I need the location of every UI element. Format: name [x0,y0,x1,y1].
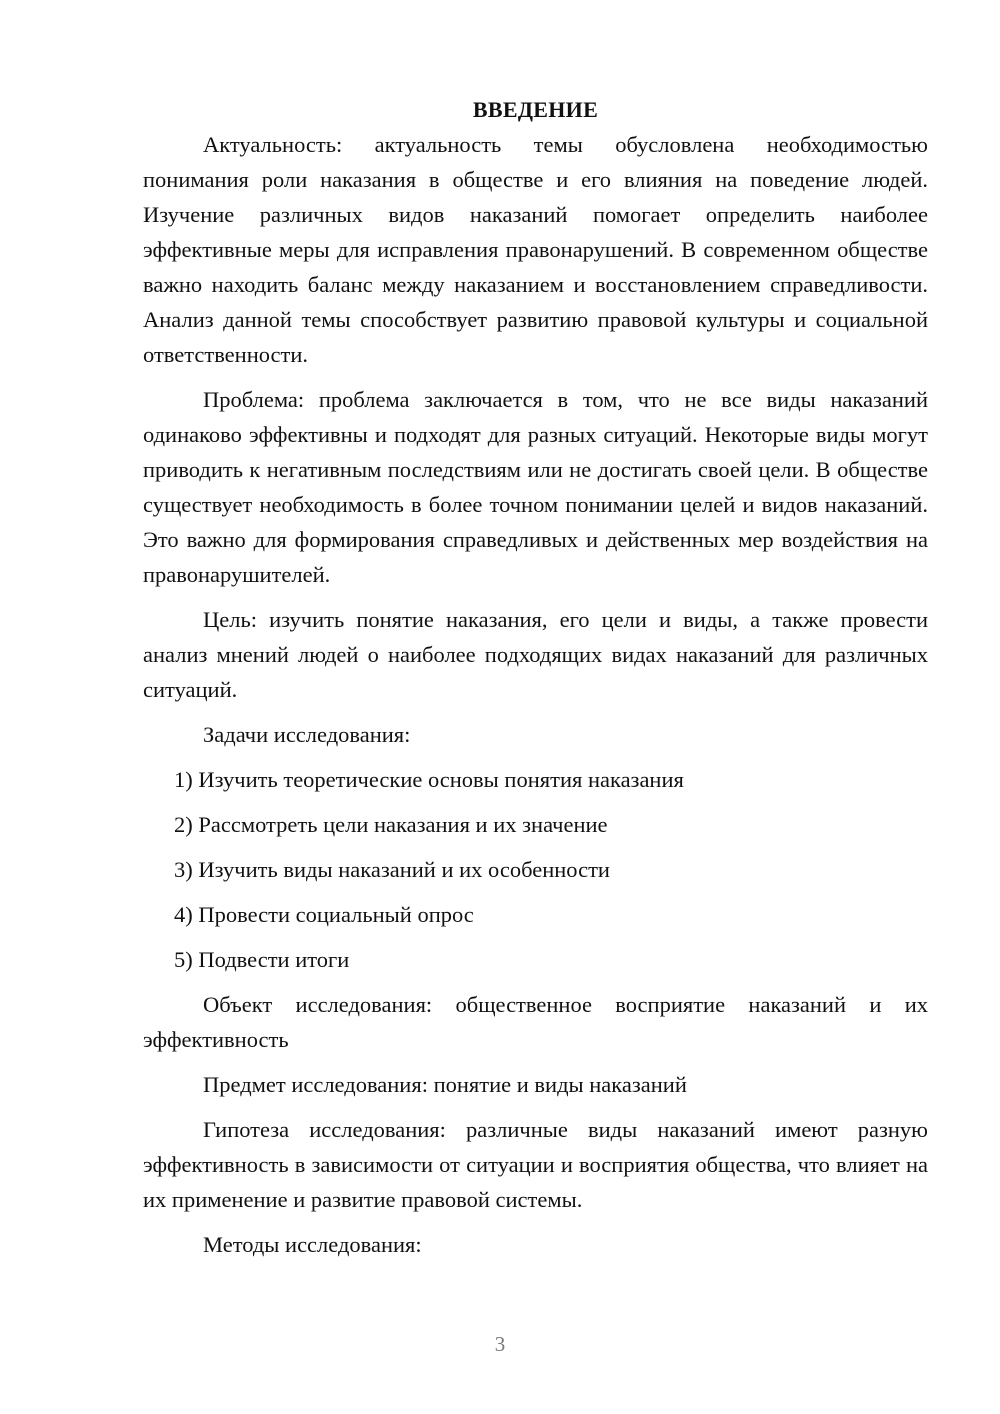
list-item: 2) Рассмотреть цели наказания и их значение [174,812,608,837]
paragraph-relevance: Актуальность: актуальность темы обусловлена необходимостью понимания роли наказания в обществе и его влияния на поведение людей. Изучение различных видов наказаний помогает определить наиболее эффективные меры для исправления правонарушений. В современном обществе важно находить баланс между наказанием и восстановлением справедливости. Анализ данной темы способствует развитию правовой культуры и социальной ответственности. [143,132,928,367]
paragraph-subject: Предмет исследования: понятие и виды наказаний [203,1072,687,1097]
paragraph-hypothesis: Гипотеза исследования: различные виды наказаний имеют разную эффективность в зависимости от ситуации и восприятия общества, что влияет на их применение и развитие правовой системы. [143,1117,928,1212]
list-item: 5) Подвести итоги [174,947,350,972]
methods-label: Методы исследования: [203,1232,422,1257]
document-page [143,92,928,1272]
paragraph-object: Объект исследования: общественное восприятие наказаний и их эффективность [143,992,928,1052]
list-item: 4) Провести социальный опрос [174,902,474,927]
list-item: 1) Изучить теоретические основы понятия наказания [174,767,684,792]
paragraph-problem: Проблема: проблема заключается в том, что не все виды наказаний одинаково эффективны и подходят для разных ситуаций. Некоторые виды могут приводить к негативным последствиям или не достигать своей цели. В обществе существует необходимость в более точном понимании целей и видов наказаний. Это важно для формирования справедливых и действенных мер воздействия на правонарушителей. [143,387,928,587]
section-heading: ВВЕДЕНИЕ [472,97,599,122]
page-number: 3 [494,1332,506,1356]
list-item: 3) Изучить виды наказаний и их особенности [174,857,610,882]
paragraph-goal: Цель: изучить понятие наказания, его цели и виды, а также провести анализ мнений людей о наиболее подходящих видах наказаний для различных ситуаций. [143,607,928,702]
tasks-label: Задачи исследования: [203,722,411,747]
tasks-list [143,762,928,977]
